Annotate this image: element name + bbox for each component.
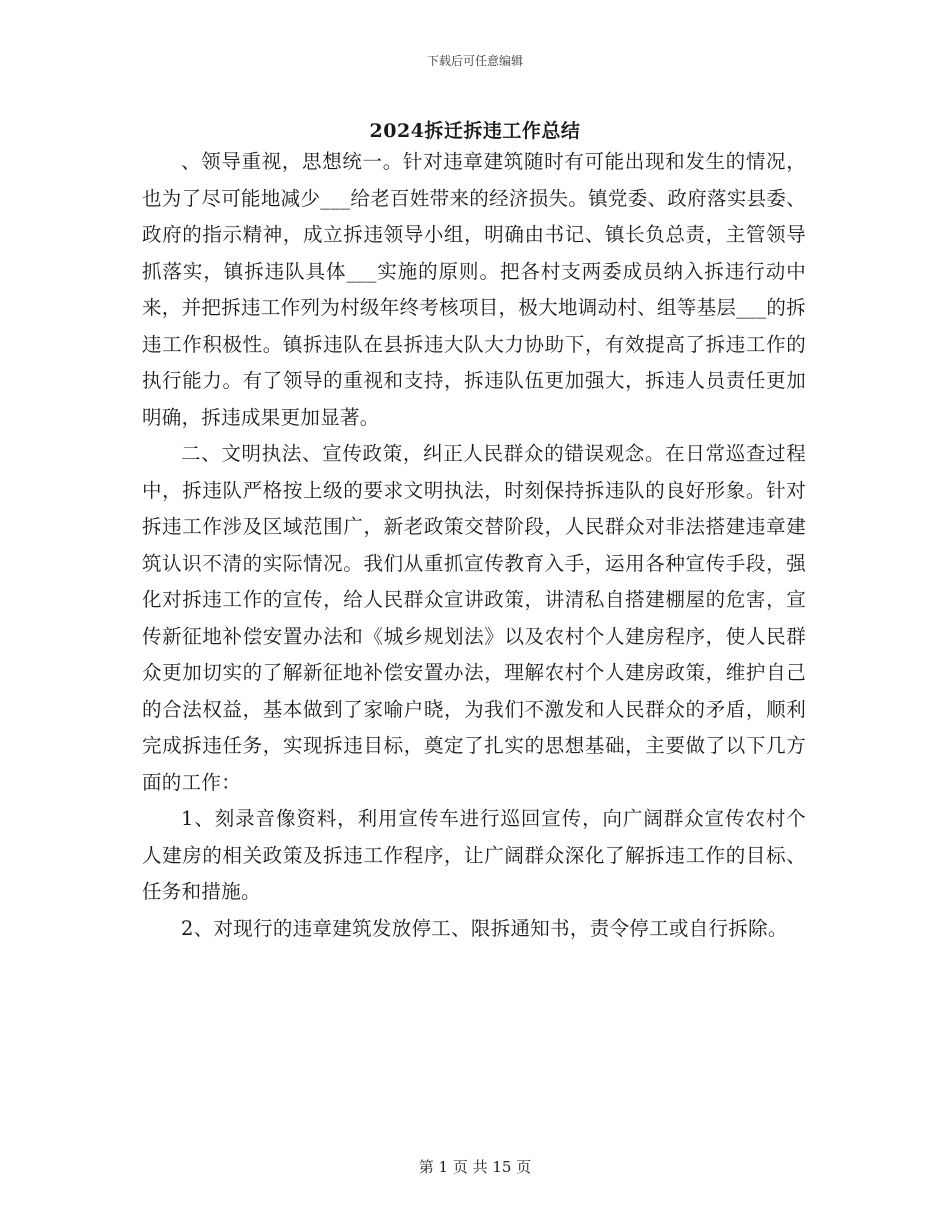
document-body [142,144,806,947]
page-number: 第 1 页 共 15 页 [418,1158,532,1176]
paragraph-4: 2、对现行的违章建筑发放停工、限拆通知书，责令停工或自行拆除。 [181,916,788,940]
paragraph-2: 二、文明执法、宣传政策，纠正人民群众的错误观念。在日常巡查过程中，拆违队严格按上级的要求文明执法，时刻保持拆违队的良好形象。针对拆违工作涉及区域范围广，新老政策交替阶段，人民群众对非法搭建违章建筑认识不清的实际情况。我们从重抓宣传教育入手，运用各种宣传手段，强化对拆违工作的宣传，给人民群众宣讲政策，讲清私自搭建棚屋的危害，宣传新征地补偿安置办法和《城乡规划法》以及农村个人建房程序，使人民群众更加切实的了解新征地补偿安置办法，理解农村个人建房政策，维护自己的合法权益，基本做到了家喻户晓，为我们不激发和人民群众的矛盾，顺利完成拆违任务，实现拆违目标，奠定了扎实的思想基础，主要做了以下几方面的工作： [142,442,806,794]
paragraph-1: 、领导重视，思想统一。针对违章建筑随时有可能出现和发生的情况，也为了尽可能地减少___给老百姓带来的经济损失。镇党委、政府落实县委、政府的指示精神，成立拆违领导小组，明确由书记、镇长负总责，主管领导抓落实，镇拆违队具体___实施的原则。把各村支两委成员纳入拆违行动中来，并把拆违工作列为村级年终考核项目，极大地调动村、组等基层___的拆违工作积极性。镇拆违队在县拆违大队大力协助下，有效提高了拆违工作的执行能力。有了领导的重视和支持，拆违队伍更加强大，拆违人员责任更加明确，拆违成果更加显著。 [142,150,806,429]
paragraph-3: 1、刻录音像资料，利用宣传车进行巡回宣传，向广阔群众宣传农村个人建房的相关政策及拆违工作程序，让广阔群众深化了解拆违工作的目标、任务和措施。 [142,807,806,903]
header-note: 下载后可任意编辑 [426,54,523,68]
document-title: 2024拆迁拆违工作总结 [369,120,581,142]
